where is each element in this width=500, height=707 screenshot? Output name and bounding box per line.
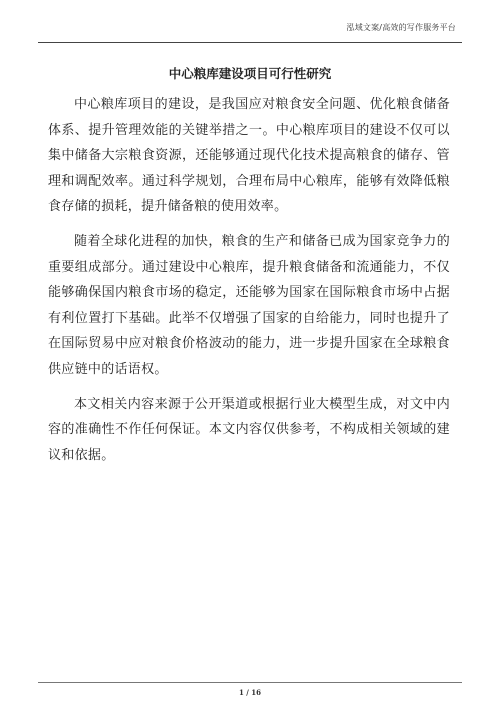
document-body: [48, 92, 450, 477]
page-header: 泓域文案/高效的写作服务平台: [346, 23, 456, 32]
header-divider: [38, 42, 462, 43]
document-title: 中心粮库建设项目可行性研究: [168, 66, 332, 81]
paragraph-disclaimer: 本文相关内容来源于公开渠道或根据行业大模型生成，对文中内容的准确性不作任何保证。本文内容仅供参考，不构成相关领域的建议和依据。: [48, 396, 450, 463]
page-number: 1 / 16: [238, 688, 262, 697]
paragraph-background: 随着全球化进程的加快，粮食的生产和储备已成为国家竞争力的重要组成部分。通过建设中心粮库，提升粮食储备和流通能力，不仅能够确保国内粮食市场的稳定，还能够为国家在国际粮食市场中占据有利位置打下基础。此举不仅增强了国家的自给能力，同时也提升了在国际贸易中应对粮食价格波动的能力，进一步提升国家在全球粮食供应链中的话语权。: [48, 233, 450, 377]
paragraph-intro: 中心粮库项目的建设，是我国应对粮食安全问题、优化粮食储备体系、提升管理效能的关键举措之一。中心粮库项目的建设不仅可以集中储备大宗粮食资源，还能够通过现代化技术提高粮食的储存、管理和调配效率。通过科学规划，合理布局中心粮库，能够有效降低粮食存储的损耗，提升储备粮的使用效率。: [48, 97, 450, 215]
footer-divider: [38, 682, 462, 683]
